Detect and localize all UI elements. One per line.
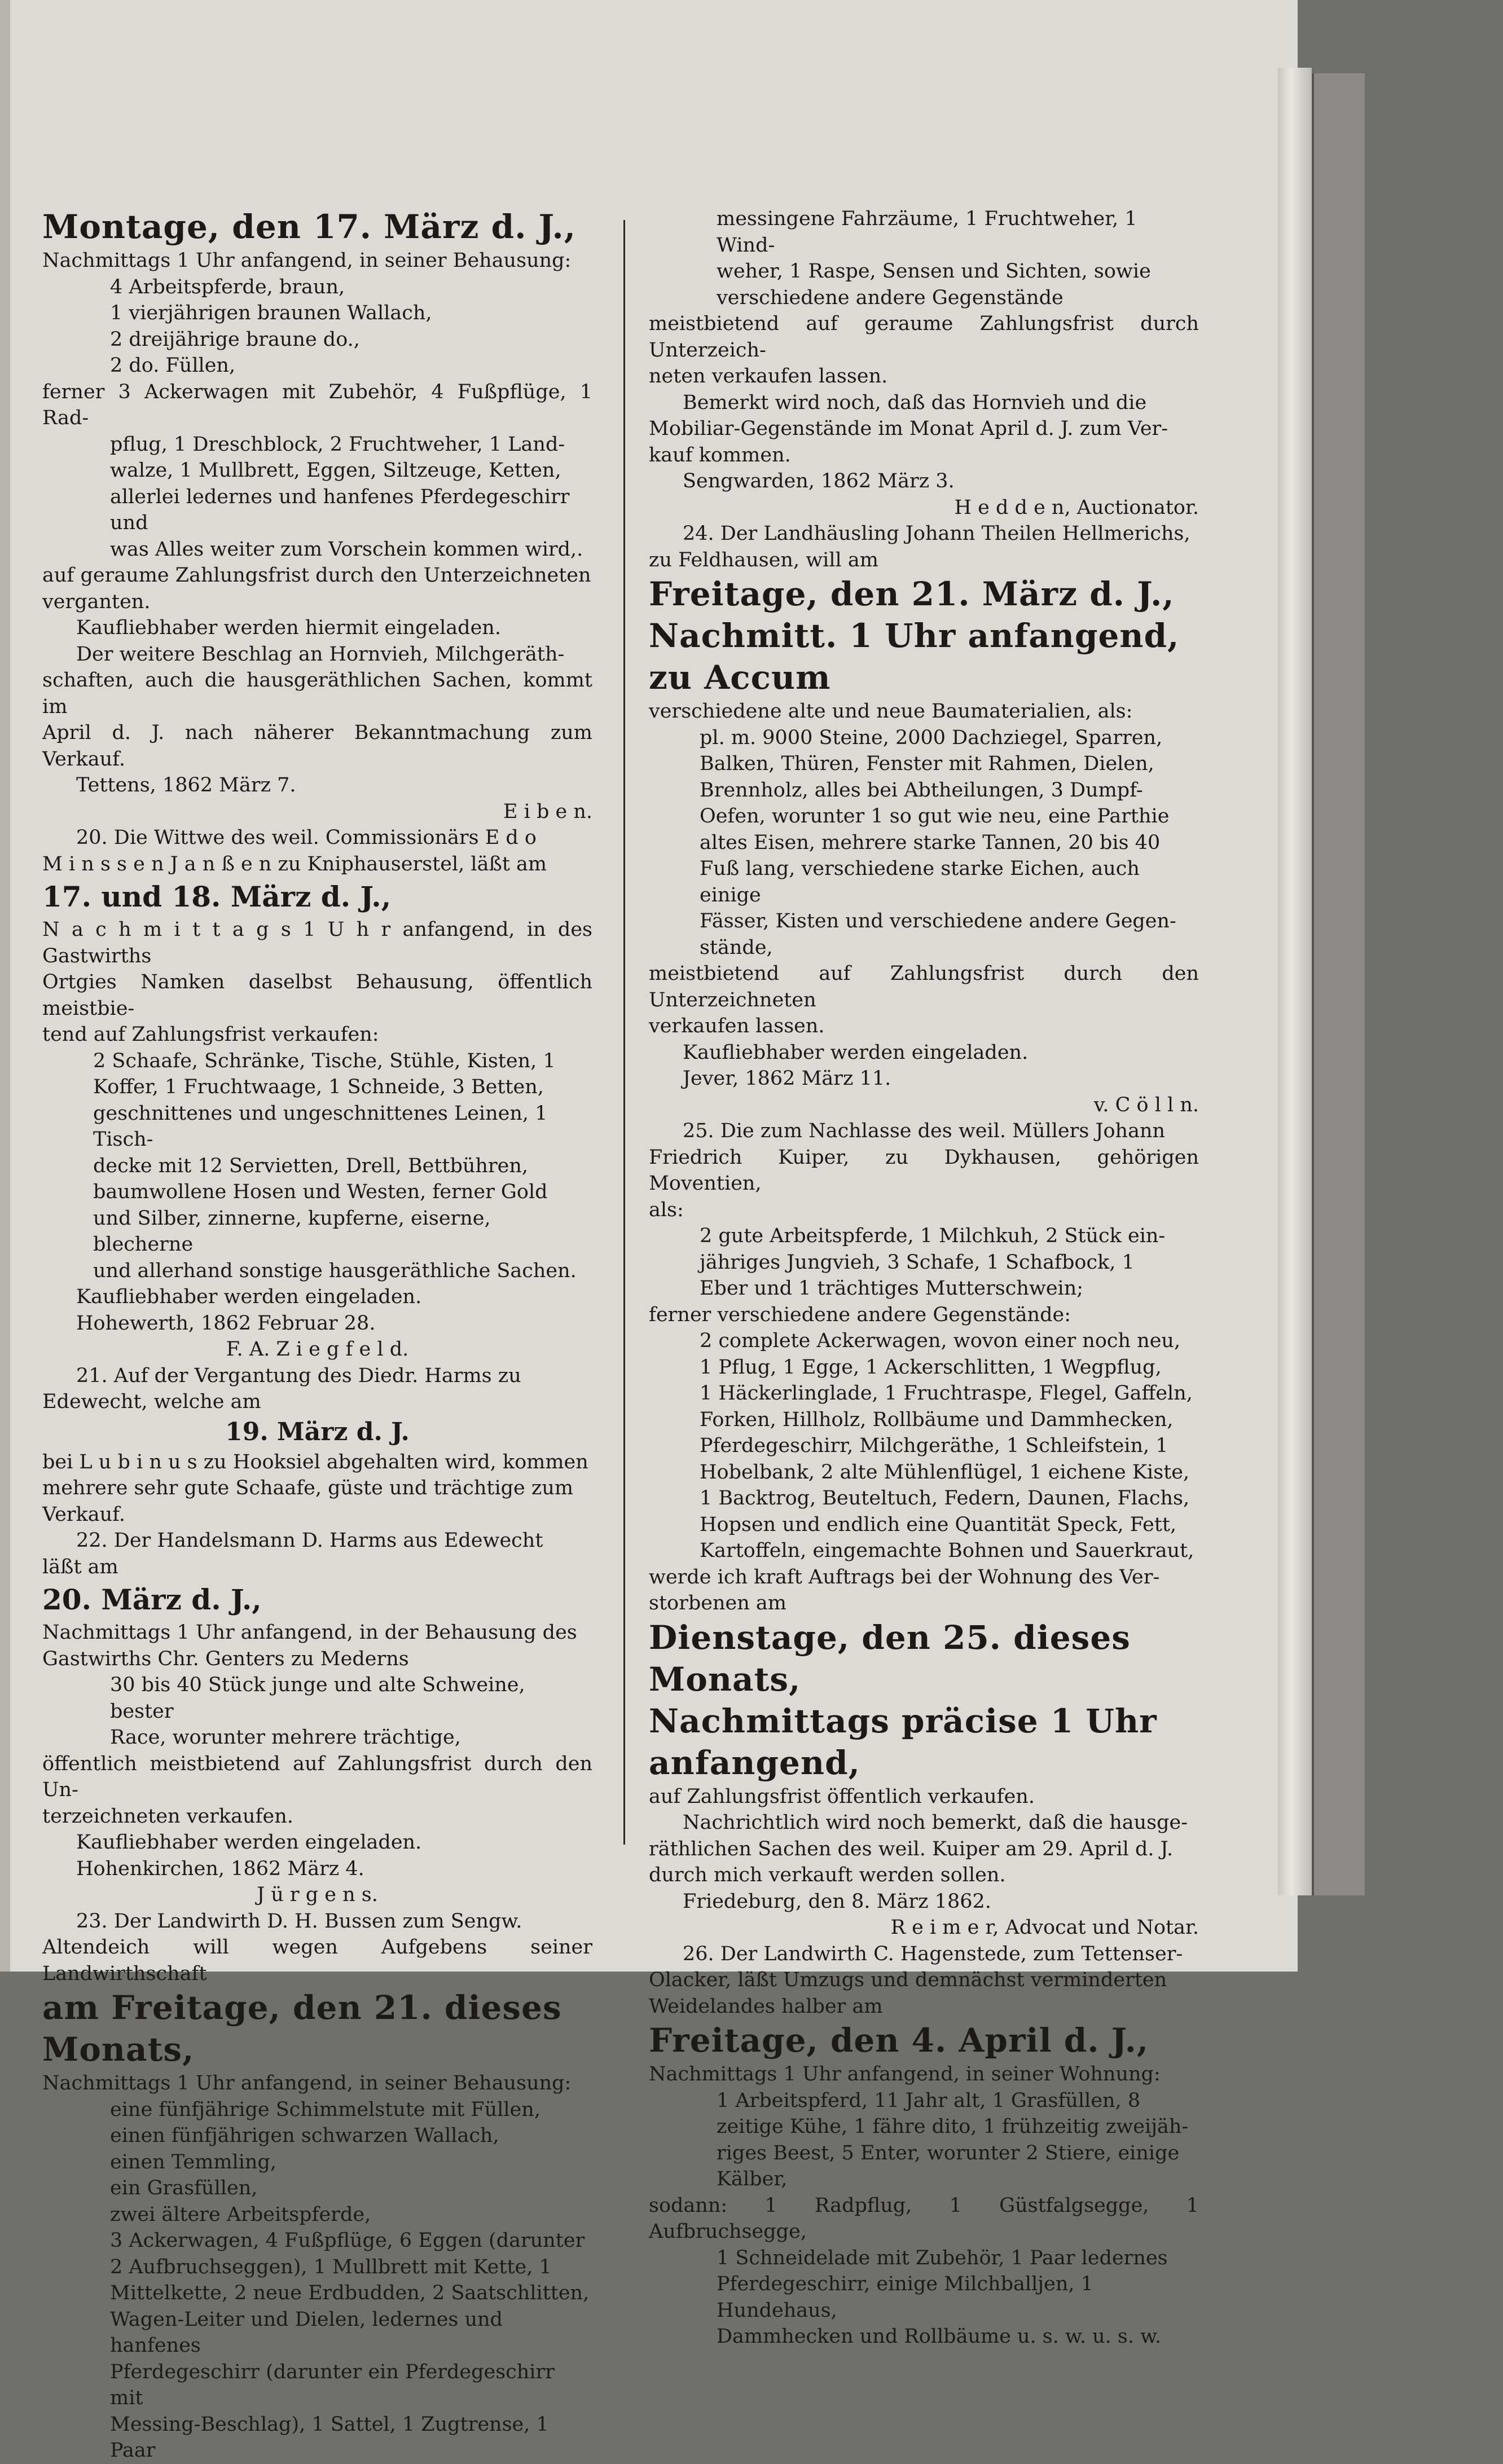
text-line: walze, 1 Mullbrett, Eggen, Siltzeuge, Ketten, xyxy=(110,459,561,482)
text-line: und allerhand sonstige hausgeräthliche Sachen. xyxy=(93,1259,577,1282)
text-line: Nachmittags 1 Uhr anfangend, in der Behausung des xyxy=(42,1621,577,1644)
text-line: 2 complete Ackerwagen, wovon einer noch neu, xyxy=(700,1330,1181,1352)
text-line: Gastwirths Chr. Genters zu Mederns xyxy=(42,1647,409,1670)
text-line: 1 Arbeitspferd, 11 Jahr alt, 1 Grasfüllen, 8 xyxy=(717,2089,1141,2112)
text-line: ein Grasfüllen, xyxy=(110,2177,258,2199)
text-line: Der weitere Beschlag an Hornvieh, Milchgeräth- xyxy=(76,643,565,666)
text-line: Oefen, worunter 1 so gut wie neu, eine Parthie xyxy=(700,805,1170,828)
text-line: Nachmittags 1 Uhr anfangend, in seiner Behausung: xyxy=(42,2072,572,2095)
text-line: baumwollene Hosen und Westen, ferner Gold xyxy=(93,1181,548,1203)
text-line: storbenen am xyxy=(649,1592,786,1614)
text-line: 21. Auf der Vergantung des Diedr. Harms zu xyxy=(76,1364,521,1387)
text-line: terzeichneten verkaufen. xyxy=(42,1805,293,1828)
text-line: Hohewerth, 1862 Februar 28. xyxy=(76,1312,376,1335)
text-line: Pferdegeschirr, Milchgeräthe, 1 Schleifstein, 1 xyxy=(700,1435,1168,1457)
text-line: einen Temmling, xyxy=(110,2150,277,2173)
text-line: Nachmittags 1 Uhr anfangend, in seiner Wohnung: xyxy=(649,2063,1161,2085)
text-line: Brennholz, alles bei Abtheilungen, 3 Dumpf- xyxy=(700,778,1143,802)
text-line: Kartoffeln, eingemachte Bohnen und Sauerkraut, xyxy=(700,1539,1194,1562)
text-line: öffentlich meistbietend auf Zahlungsfrist durch den Un- xyxy=(42,1752,592,1801)
text-line: pl. m. 9000 Steine, 2000 Dachziegel, Sparren, xyxy=(700,726,1163,749)
text-line: zu Feldhausen, will am xyxy=(649,548,878,571)
heading-line: am Freitage, den 21. dieses Monats, xyxy=(42,1988,562,2069)
text-line: messingene Fahrzäume, 1 Fruchtweher, 1 Wind- xyxy=(717,208,1137,257)
text-line: Friedeburg, den 8. März 1862. xyxy=(683,1890,991,1913)
text-line: auf geraume Zahlungsfrist durch den Unterzeichneten xyxy=(42,564,591,587)
text-line: 3 Ackerwagen, 4 Fußpflüge, 6 Eggen (darunter xyxy=(110,2229,585,2252)
book-binding xyxy=(1312,73,1365,1895)
text-line: 1 Schneidelade mit Zubehör, 1 Paar ledernes xyxy=(717,2246,1168,2269)
text-line: Forken, Hillholz, Rollbäume und Dammhecken, xyxy=(700,1408,1174,1431)
text-line: M i n s s e n J a n ß e n zu Kniphauserstel, läßt am xyxy=(42,852,547,875)
column-divider xyxy=(623,220,625,1845)
text-line: Kaufliebhaber werden hiermit eingeladen. xyxy=(76,617,501,639)
text-line: 20. Die Wittwe des weil. Commissionärs E d o xyxy=(76,826,537,849)
text-line: stände, xyxy=(700,936,773,959)
right-column xyxy=(649,206,1199,2350)
text-line: Edewecht, welche am xyxy=(42,1391,261,1413)
text-line: Weidelandes halber am xyxy=(649,1995,883,2018)
text-line: April d. J. nach näherer Bekanntmachung zum Verkauf. xyxy=(42,721,592,771)
text-line: Kaufliebhaber werden eingeladen. xyxy=(683,1041,1029,1064)
text-line: Sengwarden, 1862 März 3. xyxy=(683,470,955,492)
text-line: decke mit 12 Servietten, Drell, Bettbühren, xyxy=(93,1154,529,1177)
text-line: 30 bis 40 Stück junge und alte Schweine, bester xyxy=(110,1674,525,1723)
text-line: altes Eisen, mehrere starke Tannen, 20 bis 40 xyxy=(700,831,1161,854)
text-line: 2 dreijährige braune do., xyxy=(110,328,360,351)
text-line: 2 Aufbruchseggen), 1 Mullbrett mit Kette, 1 xyxy=(110,2255,552,2278)
text-line: Pferdegeschirr, einige Milchballjen, 1 Hundehaus, xyxy=(717,2273,1093,2322)
text-line: 2 do. Füllen, xyxy=(110,354,236,377)
text-line: mehrere sehr gute Schaafe, güste und trächtige zum xyxy=(42,1477,574,1499)
text-line: geschnittenes und ungeschnittenes Leinen, 1 Tisch- xyxy=(93,1102,548,1151)
text-line: Pferdegeschirr (darunter ein Pferdegeschirr mit xyxy=(110,2360,555,2409)
text-line: verganten. xyxy=(42,590,151,613)
left-column xyxy=(42,206,592,2464)
text-line: Hobelbank, 2 alte Mühlenflügel, 1 eichene Kiste, xyxy=(700,1460,1190,1484)
text-line: N a c h m i t t a g s 1 U h r anfangend, in des Gastwirths xyxy=(42,918,592,967)
text-line: Verkauf. xyxy=(42,1503,125,1526)
text-line: Bemerkt wird noch, daß das Hornvieh und die xyxy=(683,391,1147,414)
text-line: Balken, Thüren, Fenster mit Rahmen, Dielen, xyxy=(700,753,1154,775)
text-line: allerlei ledernes und hanfenes Pferdegeschirr und xyxy=(110,485,570,534)
text-line: läßt am xyxy=(42,1555,118,1578)
text-line: ferner 3 Ackerwagen mit Zubehör, 4 Fußpflüge, 1 Rad- xyxy=(42,380,592,429)
text-line: weher, 1 Raspe, Sensen und Sichten, sowie xyxy=(717,260,1151,283)
page-gutter xyxy=(0,0,10,1972)
text-line: 25. Die zum Nachlasse des weil. Müllers Johann xyxy=(683,1120,1166,1142)
text-line: Kaufliebhaber werden eingeladen. xyxy=(76,1831,422,1854)
text-line: Ortgies Namken daselbst Behausung, öffentlich meistbie- xyxy=(42,971,592,1020)
text-line: 23. Der Landwirth D. H. Bussen zum Sengw. xyxy=(76,1909,522,1933)
text-line: auf Zahlungsfrist öffentlich verkaufen. xyxy=(649,1785,1035,1808)
text-line: Jever, 1862 März 11. xyxy=(683,1067,891,1090)
heading-line: Freitage, den 21. März d. J., xyxy=(649,575,1175,613)
text-line: Hopsen und endlich eine Quantität Speck, Fett, xyxy=(700,1513,1177,1536)
text-line: Olacker, läßt Umzugs und demnächst verminderten xyxy=(649,1969,1167,1991)
text-line: 1 Häckerlinglade, 1 Fruchtraspe, Flegel, Gaffeln, xyxy=(700,1382,1193,1405)
text-line: riges Beest, 5 Enter, worunter 2 Stiere, einige xyxy=(717,2141,1180,2164)
text-line: sodann: 1 Radpflug, 1 Güstfalgsegge, 1 Aufbruchsegge, xyxy=(649,2194,1199,2243)
text-line: Mobiliar-Gegenstände im Monat April d. J. zum Ver- xyxy=(649,417,1168,440)
text-line: F. A. Z i e g f e l d. xyxy=(226,1338,409,1361)
text-line: Dammhecken und Rollbäume u. s. w. u. s. w. xyxy=(717,2325,1162,2348)
text-line: Nachrichtlich wird noch bemerkt, daß die hausge- xyxy=(683,1811,1188,1834)
text-line: Altendeich will wegen Aufgebens seiner Landwirthschaft xyxy=(42,1936,592,1985)
text-line: pflug, 1 Dreschblock, 2 Fruchtweher, 1 Land- xyxy=(110,433,565,456)
text-line: 24. Der Landhäusling Johann Theilen Hellmerichs, xyxy=(683,522,1190,545)
text-line: einen fünfjährigen schwarzen Wallach, xyxy=(110,2124,499,2147)
text-line: durch mich verkauft werden sollen. xyxy=(649,1864,1006,1886)
text-line: 1 Pflug, 1 Egge, 1 Ackerschlitten, 1 Wegpflug, xyxy=(700,1356,1162,1379)
text-line: Hohenkirchen, 1862 März 4. xyxy=(76,1857,364,1880)
text-line: als: xyxy=(649,1198,684,1221)
text-line: 26. Der Landwirth C. Hagenstede, zum Tettenser- xyxy=(683,1942,1183,1965)
text-line: ferner verschiedene andere Gegenstände: xyxy=(649,1303,1071,1326)
text-line: jähriges Jungvieh, 3 Schafe, 1 Schafbock, 1 xyxy=(700,1251,1135,1274)
text-line: Tettens, 1862 März 7. xyxy=(76,774,296,797)
text-line: 1 Backtrog, Beuteltuch, Federn, Daunen, Flachs, xyxy=(700,1487,1190,1510)
text-line: Eber und 1 trächtiges Mutterschwein; xyxy=(700,1277,1084,1300)
text-line: schaften, auch die hausgeräthlichen Sachen, kommt im xyxy=(42,669,592,718)
text-line: verschiedene andere Gegenstände xyxy=(717,286,1063,309)
text-line: was Alles weiter zum Vorschein kommen wird,. xyxy=(110,538,583,561)
text-line: J ü r g e n s. xyxy=(257,1884,378,1906)
text-line: Fuß lang, verschiedene starke Eichen, auch einige xyxy=(700,857,1140,907)
page-edges xyxy=(1278,68,1312,1895)
heading-line: Nachmittags präcise 1 Uhr anfangend, xyxy=(649,1701,1157,1782)
text-line: v. C ö l l n. xyxy=(1093,1093,1199,1116)
text-line: neten verkaufen lassen. xyxy=(649,365,888,388)
text-line: E i b e n. xyxy=(503,800,592,823)
text-line: Messing-Beschlag), 1 Sattel, 1 Zugtrense, 1 Paar xyxy=(110,2413,549,2462)
text-line: Friedrich Kuiper, zu Dykhausen, gehörigen Moventien, xyxy=(649,1146,1199,1195)
text-line: H e d d e n, Auctionator. xyxy=(954,496,1199,519)
text-line: verkaufen lassen. xyxy=(649,1015,825,1037)
text-line: R e i m e r, Advocat und Notar. xyxy=(890,1916,1199,1939)
text-line: tend auf Zahlungsfrist verkaufen: xyxy=(42,1023,379,1046)
text-line: zeitige Kühe, 1 fähre dito, 1 frühzeitig zweijäh- xyxy=(717,2115,1189,2138)
text-line: Race, worunter mehrere trächtige, xyxy=(110,1726,461,1749)
text-line: Mittelkette, 2 neue Erdbudden, 2 Saatschlitten, xyxy=(110,2282,590,2304)
text-line: 4 Arbeitspferde, braun, xyxy=(110,275,345,298)
heading-line: 17. und 18. März d. J., xyxy=(42,880,392,913)
text-line: zwei ältere Arbeitspferde, xyxy=(110,2203,371,2226)
text-line: Kälber, xyxy=(717,2168,788,2190)
text-line: werde ich kraft Auftrags bei der Wohnung des Ver- xyxy=(649,1565,1160,1589)
text-line: 22. Der Handelsmann D. Harms aus Edewecht xyxy=(76,1529,543,1552)
text-line: Kaufliebhaber werden eingeladen. xyxy=(76,1286,422,1308)
text-line: räthlichen Sachen des weil. Kuiper am 29. April d. J. xyxy=(649,1837,1174,1860)
heading-line: Freitage, den 4. April d. J., xyxy=(649,2021,1149,2060)
heading-line: 20. März d. J., xyxy=(42,1583,262,1616)
text-line: 2 gute Arbeitspferde, 1 Milchkuh, 2 Stück ein- xyxy=(700,1225,1166,1247)
text-line: eine fünfjährige Schimmelstute mit Füllen, xyxy=(110,2098,540,2121)
heading-line: 19. März d. J. xyxy=(225,1417,410,1446)
text-line: meistbietend auf Zahlungsfrist durch den Unterzeichneten xyxy=(649,962,1199,1011)
text-line: Fässer, Kisten und verschiedene andere Gegen- xyxy=(700,910,1176,932)
text-line: Nachmittags 1 Uhr anfangend, in seiner Behausung: xyxy=(42,249,572,272)
text-line: und Silber, zinnerne, kupferne, eiserne, blecherne xyxy=(93,1207,491,1256)
text-line: verschiedene alte und neue Baumaterialien, als: xyxy=(649,700,1133,723)
text-line: 2 Schaafe, Schränke, Tische, Stühle, Kisten, 1 xyxy=(93,1049,556,1072)
text-line: meistbietend auf geraume Zahlungsfrist durch Unterzeich- xyxy=(649,313,1199,362)
text-line: 1 vierjährigen braunen Wallach, xyxy=(110,302,432,324)
text-line: kauf kommen. xyxy=(649,443,791,467)
text-line: Wagen-Leiter und Dielen, ledernes und hanfenes xyxy=(110,2308,503,2357)
heading-line: Nachmitt. 1 Uhr anfangend, zu Accum xyxy=(649,617,1180,697)
text-line: Koffer, 1 Fruchtwaage, 1 Schneide, 3 Betten, xyxy=(93,1076,544,1098)
heading-line: Montage, den 17. März d. J., xyxy=(42,208,576,246)
text-line: bei L u b i n u s zu Hooksiel abgehalten wird, kommen xyxy=(42,1450,588,1473)
heading-line: Dienstage, den 25. dieses Monats, xyxy=(649,1618,1131,1699)
